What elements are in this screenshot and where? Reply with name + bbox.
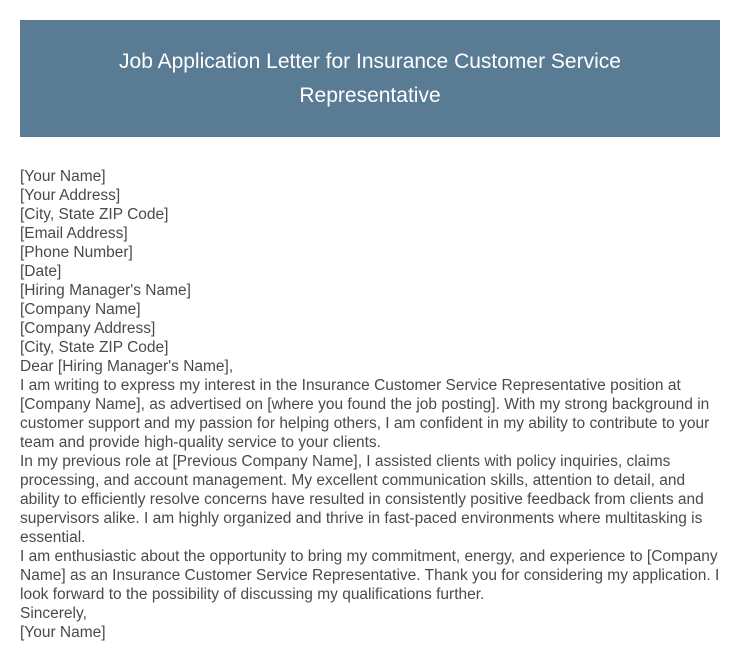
body-paragraph-2: In my previous role at [Previous Company Name], I assisted clients with policy inquiries, claims processing, and account management. My excellent communication skills, attention to detail, and ability to efficiently resolve concerns have resulted in consistently positive feedback from clients and supervisors alike. I am highly organized and thrive in fast-paced environments where multitasking is essential. — [20, 453, 704, 546]
body-paragraph-1: I am writing to express my interest in the Insurance Customer Service Representative position at [Company Name], as advertised on [where you found the job posting]. With my strong background in customer support and my passion for helping others, I am confident in my ability to contribute to your team and provide high-quality service to your clients. — [20, 377, 710, 451]
sender-email: [Email Address] — [20, 225, 128, 242]
sender-address: [Your Address] — [20, 187, 121, 204]
sender-name: [Your Name] — [20, 168, 106, 185]
letter-date: [Date] — [20, 263, 62, 280]
letter-body — [20, 167, 725, 642]
recipient-address: [Company Address] — [20, 320, 156, 337]
header-banner — [20, 20, 720, 137]
salutation: Dear [Hiring Manager's Name], — [20, 358, 234, 375]
signature: [Your Name] — [20, 624, 106, 641]
closing: Sincerely, — [20, 605, 87, 622]
recipient-name: [Hiring Manager's Name] — [20, 282, 191, 299]
sender-city: [City, State ZIP Code] — [20, 206, 169, 223]
sender-phone: [Phone Number] — [20, 244, 133, 261]
recipient-city: [City, State ZIP Code] — [20, 339, 169, 356]
page-title: Job Application Letter for Insurance Customer Service Representative — [119, 49, 621, 107]
recipient-company: [Company Name] — [20, 301, 141, 318]
body-paragraph-3: I am enthusiastic about the opportunity to bring my commitment, energy, and experience to [Company Name] as an Insurance Customer Service Representative. Thank you for considering my application. I look forward to the possibility of discussing my qualifications further. — [20, 548, 720, 603]
